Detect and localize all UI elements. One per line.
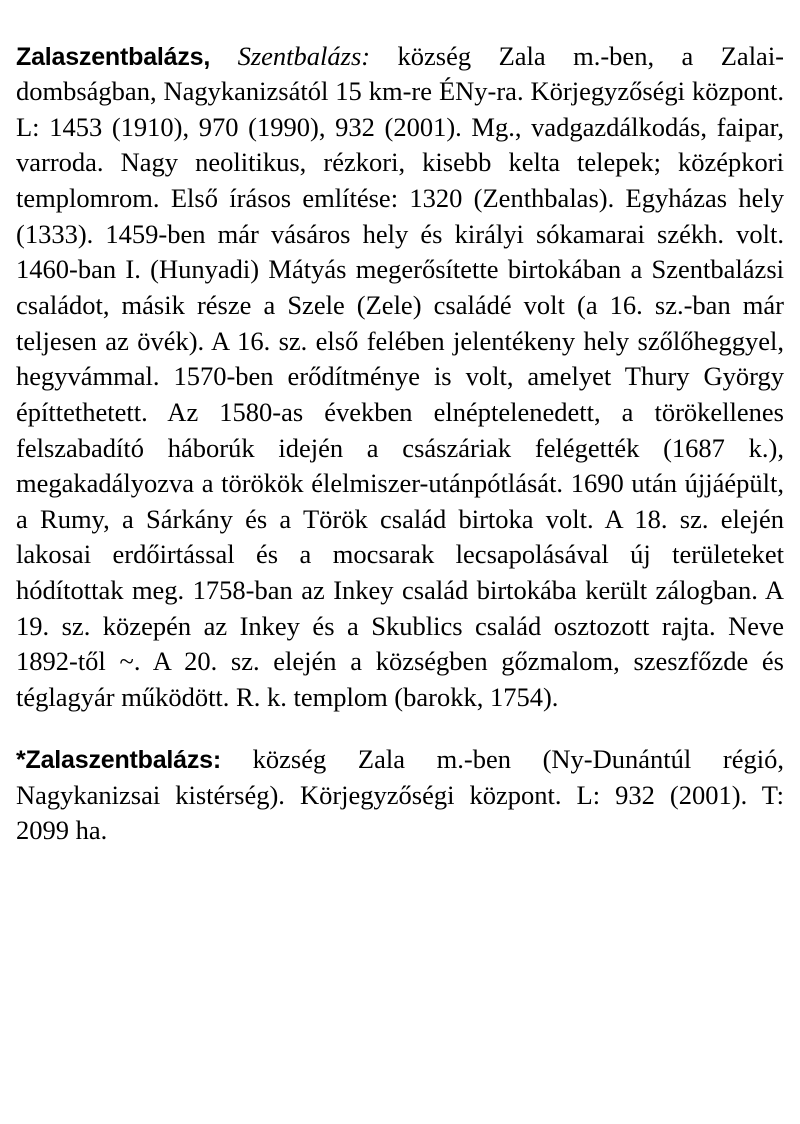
entry-headword: Zalaszentbalázs, bbox=[16, 42, 211, 71]
dictionary-entry bbox=[16, 39, 784, 716]
entry-body: község Zala m.-ben, a Zalai-dombságban, Nagykanizsától 15 km-re ÉNy-ra. Körjegyzőségi központ. L: 1453 (1910), 970 (1990), 932 (2001). Mg., vadgazdálkodás, faipar, varroda. Nagy neolitikus, rézkori, kisebb kelta telepek; középkori templomrom. Első írásos említése: 1320 (Zenthbalas). Egyházas hely (1333). 1459-ben már vásáros hely és királyi sókamarai székh. volt. 1460-ban I. (Hunyadi) Mátyás megerősítette birtokában a Szentbalázsi családot, másik része a Szele (Zele) családé volt (a 16. sz.-ban már teljesen az övék). A 16. sz. első felében jelentékeny hely szőlőheggyel, hegyvámmal. 1570-ben erődítménye is volt, amelyet Thury György építtethetett. Az 1580-as években elnéptelenedett, a törökellenes felszabadító háborúk idején a császáriak felégették (1687 k.), megakadályozva a törökök élelmiszer-utánpótlását. 1690 után újjáépült, a Rumy, a Sárkány és a Török család birtoka volt. A 18. sz. elején lakosai erdőirtással és a mocsarak lecsapolásával új területeket hódítottak meg. 1758-ban az Inkey család birtokába került zálogban. A 19. sz. közepén az Inkey és a Skublics család osztozott rajta. Neve 1892-től ~. A 20. sz. elején a községben gőzmalom, szeszfőzde és téglagyár működött. R. k. templom (barokk, 1754). bbox=[16, 40, 785, 713]
dictionary-entry bbox=[16, 742, 784, 849]
headword-space bbox=[210, 41, 237, 71]
entry-variant: Szentbalázs: bbox=[237, 40, 371, 71]
entry-headword: *Zalaszentbalázs: bbox=[16, 746, 222, 775]
entry-body: község Zala m.-ben (Ny-Dunántúl régió, Nagykanizsai kistérség). Körjegyzőségi központ. L: 932 (2001). T: 2099 ha. bbox=[16, 744, 784, 846]
